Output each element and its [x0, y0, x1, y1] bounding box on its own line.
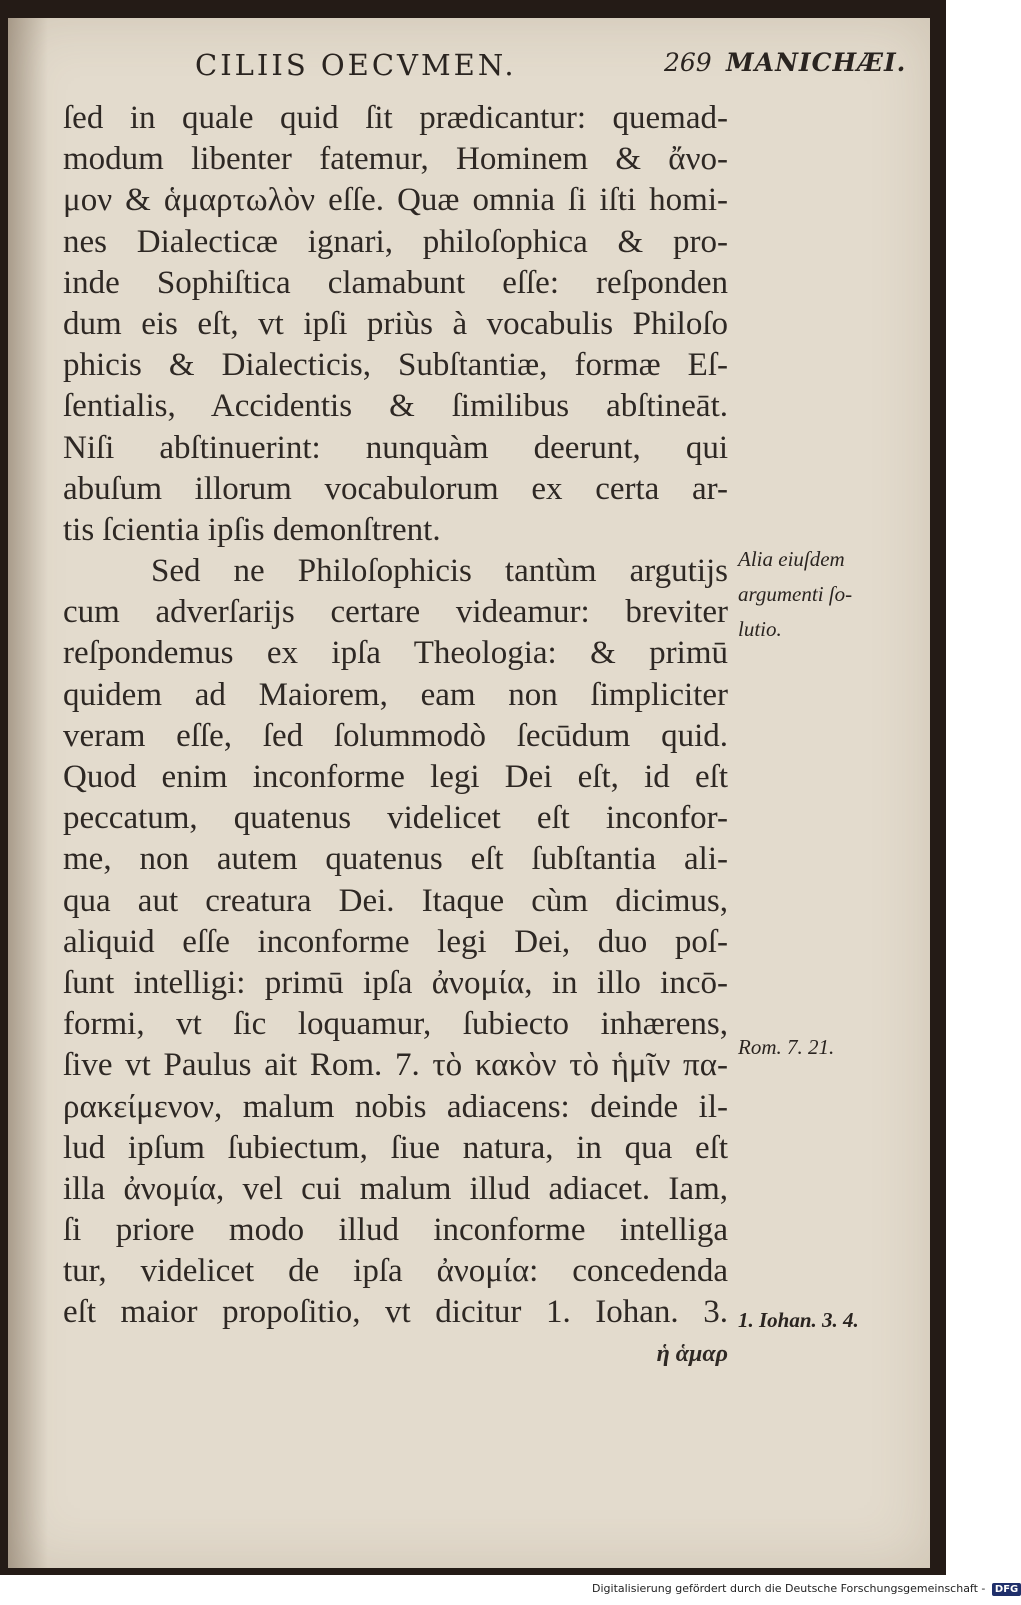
margin-note-line: lutio. [738, 617, 782, 641]
margin-note-rom: Rom. 7. 21. [738, 1035, 835, 1059]
body-line: peccatum, quatenus videlicet eſt inconfor- [63, 800, 728, 837]
running-head-right: MANICHÆI. [726, 48, 907, 77]
page [8, 18, 930, 1568]
body-line: tur, videlicet de ipſa ἀνομία: concedenda [63, 1253, 728, 1290]
catchword: ἡ ἁμαρ [656, 1340, 728, 1367]
dfg-logo: DFG [992, 1583, 1021, 1596]
body-line: modum libenter fatemur, Hominem & ἄνο- [63, 141, 728, 178]
body-line: formi, vt ſic loquamur, ſubiecto inhærens, [63, 1006, 728, 1043]
body-line: Quod enim inconforme legi Dei eſt, id eſt [63, 759, 728, 795]
body-line: illa ἀνομία, vel cui malum illud adiacet. Iam, [63, 1170, 728, 1207]
body-line: me, non autem quatenus eſt ſubſtantia ali- [63, 841, 728, 878]
body-line: abuſum illorum vocabulorum ex certa ar- [63, 470, 728, 507]
body-line: ſunt intelligi: primū ipſa ἀνομία, in illo incō- [63, 964, 728, 1001]
digitization-credit [592, 1582, 1021, 1596]
body-line: Niſi abſtinuerint: nunquàm deerunt, qui [63, 429, 728, 466]
body-line: veram eſſe, ſed ſolummodò ſecūdum quid. [63, 717, 728, 754]
body-line: eſt maior propoſitio, vt dicitur 1. Iohan. 3. [63, 1294, 728, 1331]
running-head-left: CILIIS OECVMEN. [195, 48, 517, 82]
body-line: lud ipſum ſubiectum, ſiue natura, in qua eſt [63, 1129, 728, 1166]
body-line: tis ſcientia ipſis demonſtrent. [63, 511, 441, 548]
body-line: qua aut creatura Dei. Itaque cùm dicimus, [63, 882, 728, 919]
page-spine-shadow [8, 18, 48, 1568]
body-line: aliquid eſſe inconforme legi Dei, duo poſ- [63, 923, 728, 960]
body-line: μον & ἁμαρτωλὸν eſſe. Quæ omnia ſi iſti homi- [63, 182, 728, 219]
body-line: ſentialis, Accidentis & ſimilibus abſtineāt. [63, 388, 728, 425]
body-line: ρακείμενον, malum nobis adiacens: deinde il- [63, 1088, 728, 1125]
body-line: Sed ne Philoſophicis tantùm argutijs [151, 553, 728, 590]
body-line: ſi priore modo illud inconforme intelliga [63, 1212, 728, 1249]
margin-note-alia [738, 542, 852, 647]
body-line: reſpondemus ex ipſa Theologia: & primū [63, 635, 728, 672]
body-line: ſed in quale quid ſit prædicantur: quemad- [63, 100, 728, 136]
body-line: cum adverſarijs certare videamur: breviter [63, 594, 728, 631]
body-line: ſive vt Paulus ait Rom. 7. τὸ κακὸν τὸ ἡμῖν πα- [63, 1047, 728, 1084]
body-line: nes Dialecticæ ignari, philoſophica & pro- [63, 223, 728, 260]
margin-note-iohan: 1. Iohan. 3. 4. [738, 1308, 859, 1332]
body-line: inde Sophiſtica clamabunt eſſe: reſponden [63, 264, 728, 301]
body-line: phicis & Dialecticis, Subſtantiæ, formæ Eſ- [63, 347, 728, 384]
body-line: dum eis eſt, vt ipſi priùs à vocabulis Philoſo [63, 305, 728, 342]
folio-number: 269 [664, 48, 712, 77]
body-line: quidem ad Maiorem, eam non ſimpliciter [63, 676, 728, 713]
body-text [63, 98, 728, 1375]
credit-text: Digitalisierung gefördert durch die Deutsche Forschungsgemeinschaft - [592, 1582, 986, 1595]
margin-note-line: Alia eiuſdem [738, 547, 845, 571]
margin-note-line: argumenti ſo- [738, 582, 853, 606]
